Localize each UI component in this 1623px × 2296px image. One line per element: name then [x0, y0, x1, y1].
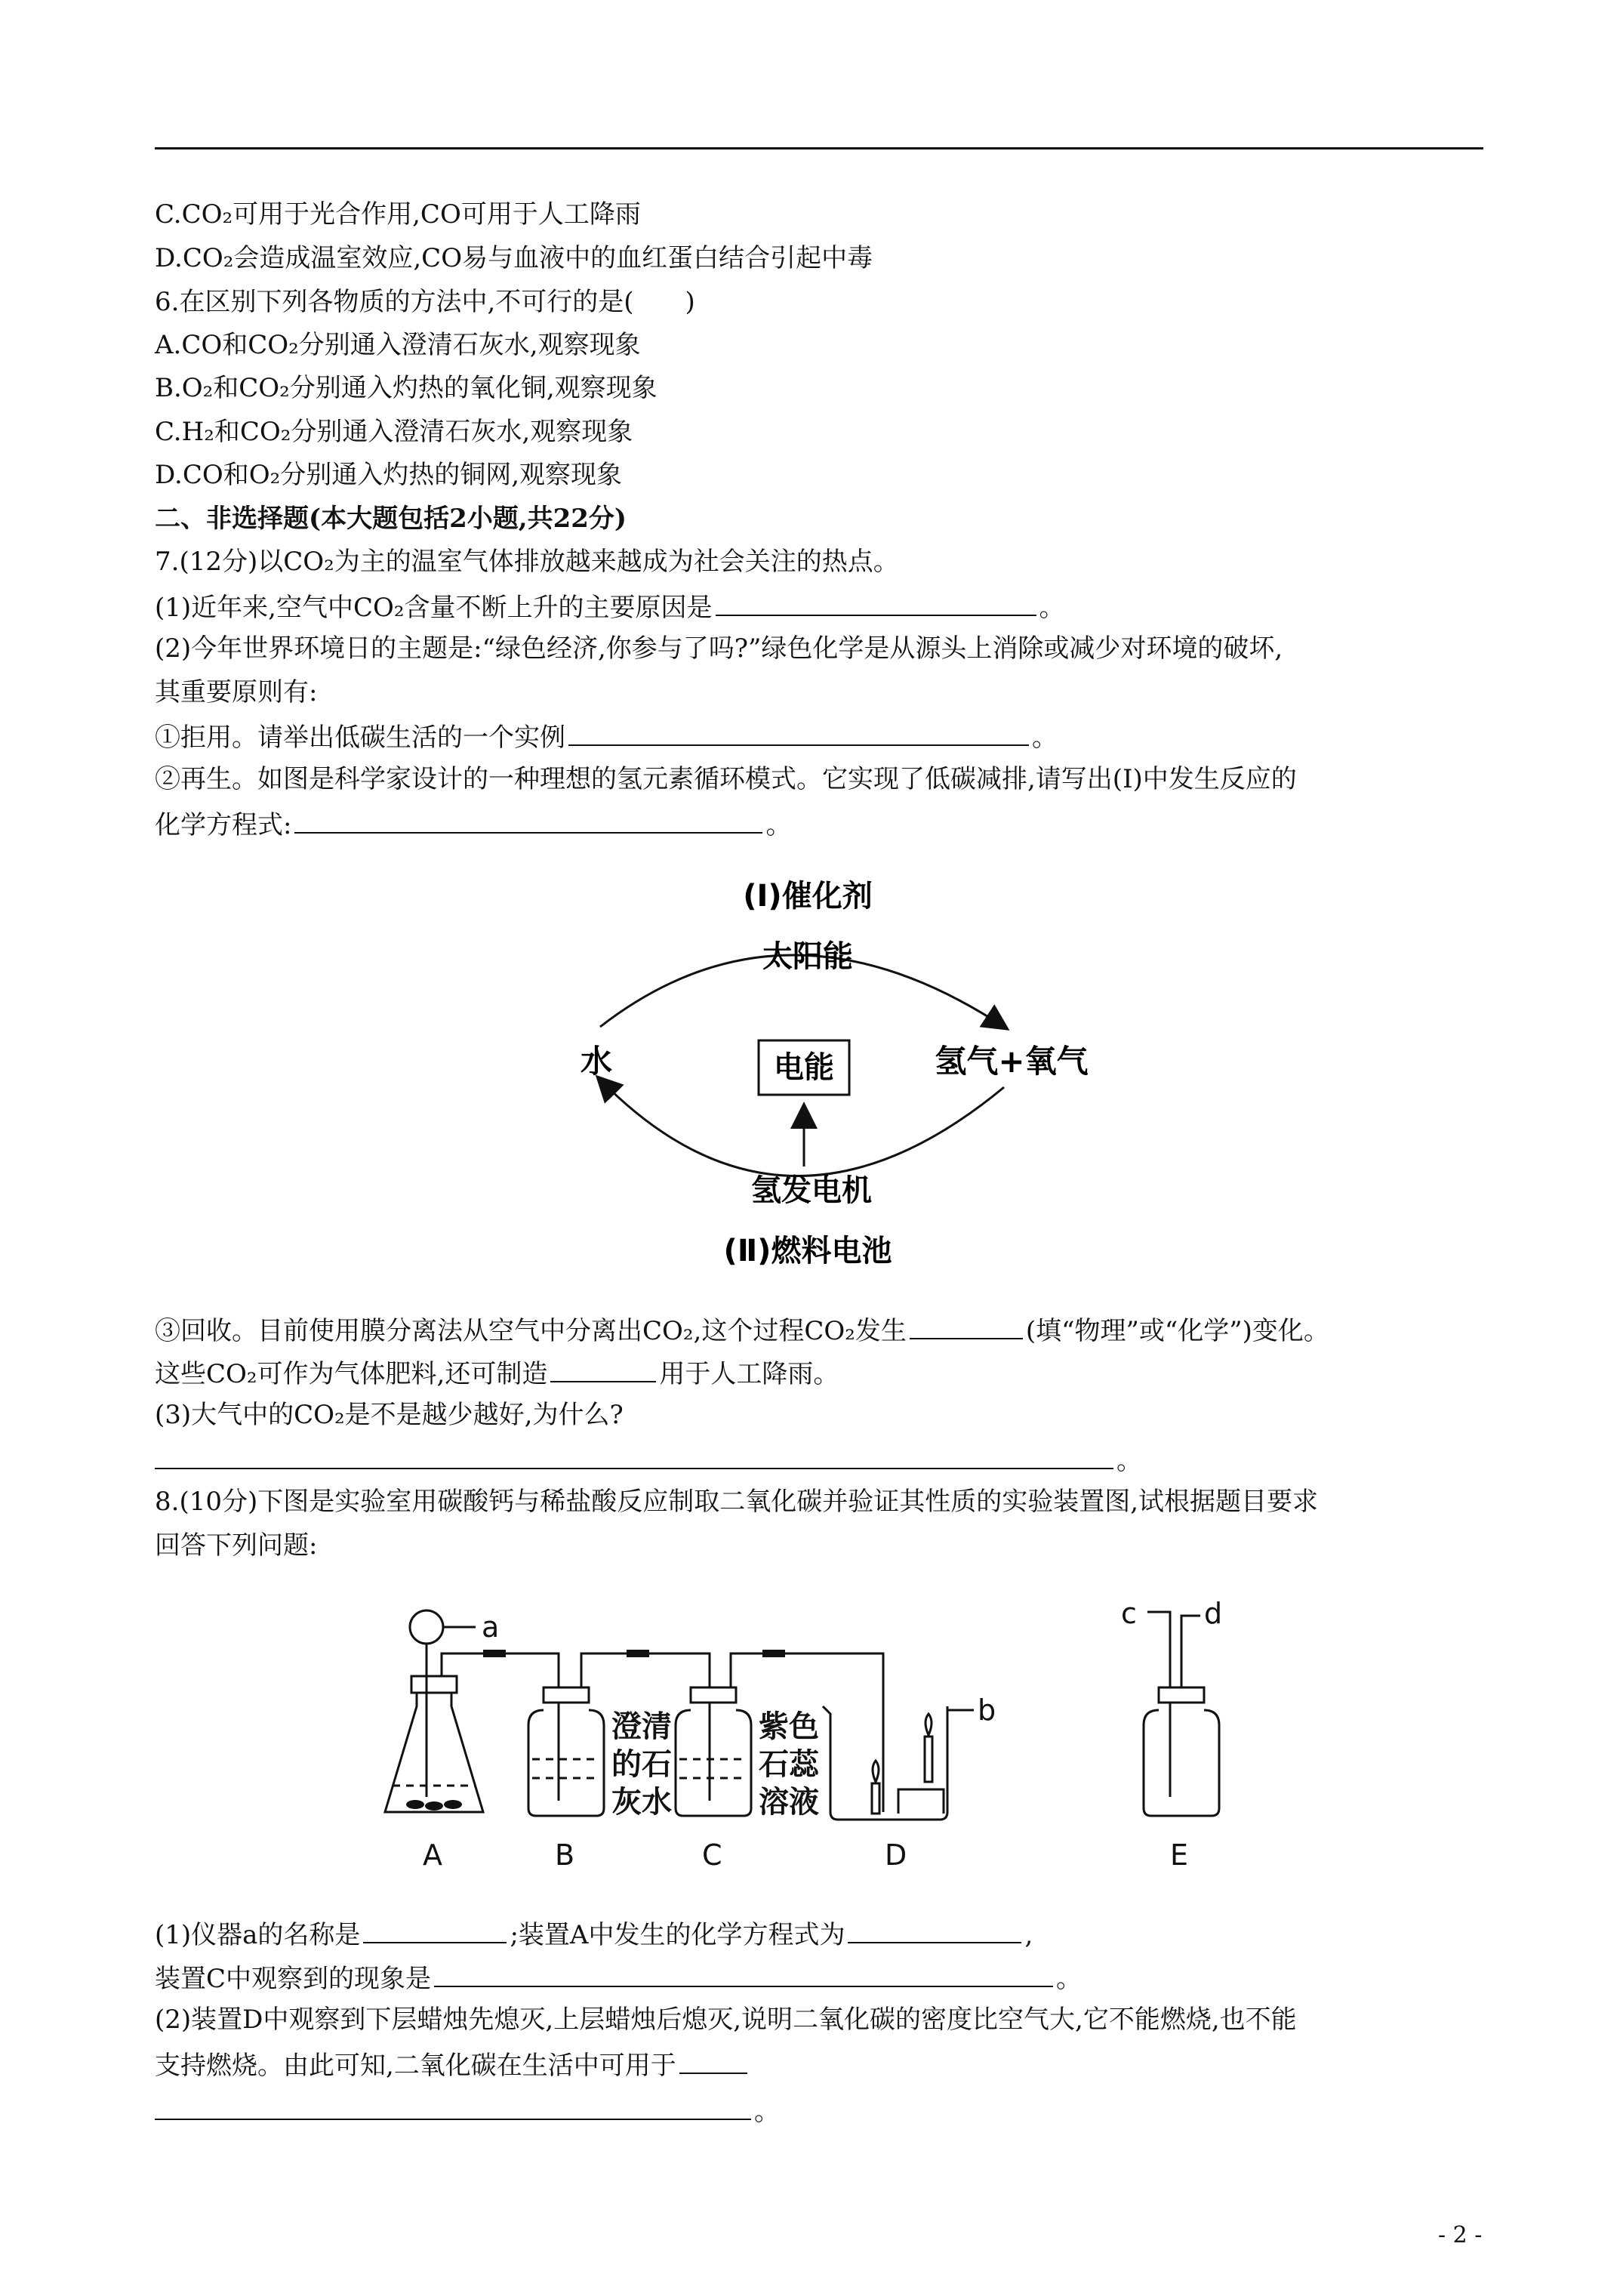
label-A: A [423, 1838, 442, 1872]
lower-candle [872, 1783, 879, 1814]
q7-recover-cont [155, 1355, 839, 1391]
rubber-joint [627, 1650, 649, 1657]
page-number: - 2 - [1438, 2222, 1483, 2248]
rubber-joint [762, 1650, 785, 1657]
label-c: c [1121, 1597, 1137, 1630]
candle-stand [898, 1789, 944, 1814]
calcium-carbonate [406, 1800, 424, 1809]
upper-flame-icon [925, 1714, 932, 1735]
q7-regen-equation-end: 。 [765, 810, 792, 840]
q7-part-1 [155, 589, 1065, 624]
q8-part-1-text: (1)仪器a的名称是 [155, 1920, 361, 1950]
water-label: 水 [580, 1043, 613, 1080]
q7-recover [155, 1312, 1329, 1348]
bottle-e-tube-c [1147, 1612, 1170, 1631]
q8-part-2-cont-text: 支持燃烧。由此可知,二氧化碳在生活中可用于 [155, 2051, 676, 2081]
q8-part-1-cont-text: 装置C中观察到的现象是 [155, 1964, 432, 1994]
option-d: D.CO₂会造成温室效应,CO易与血液中的血红蛋白结合引起中毒 [155, 243, 873, 273]
bottle-c [676, 1710, 751, 1816]
solar-label: 太阳能 [762, 939, 853, 974]
fuel-cell-label: (Ⅱ)燃料电池 [723, 1234, 892, 1268]
q8-part-2-end: 。 [754, 2097, 780, 2127]
label-D: D [885, 1838, 907, 1872]
answer-blank[interactable] [155, 1442, 1113, 1469]
q6-option-d: D.CO和O₂分别通入灼热的铜网,观察现象 [155, 460, 623, 490]
question-8: 8.(10分)下图是实验室用碳酸钙与稀盐酸反应制取二氧化碳并验证其性质的实验装置图,试根据题目要求 [155, 1487, 1319, 1517]
answer-blank[interactable] [716, 589, 1036, 616]
calcium-carbonate [444, 1800, 462, 1809]
q7-part-3: (3)大气中的CO₂是不是越少越好,为什么? [155, 1400, 624, 1430]
q7-part-1-end: 。 [1039, 593, 1065, 623]
q6-option-a: A.CO和CO₂分别通入澄清石灰水,观察现象 [155, 330, 641, 360]
upper-candle [925, 1737, 932, 1782]
q7-refuse-text: ①拒用。请举出低碳生活的一个实例 [155, 723, 565, 753]
rubber-joint [483, 1650, 506, 1657]
litmus-label: 石蕊 [759, 1747, 819, 1782]
tube-b-c [581, 1653, 710, 1687]
q8-part-2-answer [155, 2093, 780, 2128]
q8-part-1 [155, 1916, 1033, 1952]
apparatus-diagram [370, 1586, 1276, 1888]
q8-part-1-cont-end: 。 [1056, 1964, 1083, 1994]
answer-blank[interactable] [550, 1355, 656, 1382]
flask-stopper [411, 1676, 457, 1693]
answer-blank[interactable] [434, 1960, 1053, 1987]
q7-recover-text: ③回收。目前使用膜分离法从空气中分离出CO₂,这个过程CO₂发生 [155, 1316, 907, 1346]
limewater-label: 澄清 [611, 1709, 672, 1744]
answer-blank[interactable] [155, 2093, 751, 2120]
answer-blank[interactable] [294, 806, 762, 834]
option-c: C.CO₂可用于光合作用,CO可用于人工降雨 [155, 199, 641, 230]
label-B: B [555, 1838, 575, 1872]
q7-part-2: (2)今年世界环境日的主题是:“绿色经济,你参与了吗?”绿色化学是从源头上消除或减少对环境的破坏, [155, 633, 1283, 664]
bottle-c-stopper [691, 1687, 736, 1703]
separatory-funnel [410, 1610, 443, 1644]
q7-recover-cont-end: 用于人工降雨。 [659, 1359, 839, 1389]
q7-part-1-text: (1)近年来,空气中CO₂含量不断上升的主要原因是 [155, 593, 713, 623]
litmus-label: 紫色 [759, 1709, 819, 1744]
bottle-b [528, 1710, 604, 1816]
q8-part-2-cont [155, 2047, 750, 2082]
erlenmeyer-flask [385, 1693, 483, 1812]
q7-refuse-end: 。 [1032, 723, 1058, 753]
q8-part-2: (2)装置D中观察到下层蜡烛先熄灭,上层蜡烛后熄灭,说明二氧化碳的密度比空气大,它不能燃烧,也不能 [155, 2005, 1297, 2035]
q8-part-1-cont [155, 1960, 1082, 1996]
label-b: b [978, 1693, 996, 1727]
question-7: 7.(12分)以CO₂为主的温室气体排放越来越成为社会关注的热点。 [155, 547, 899, 577]
header-rule [155, 147, 1483, 149]
label-a: a [482, 1610, 500, 1644]
q7-refuse [155, 719, 1058, 754]
q7-part-3-end: 。 [1116, 1446, 1142, 1476]
lower-flame-icon [873, 1761, 879, 1782]
answer-blank[interactable] [679, 2047, 747, 2074]
q7-recover-cont-text: 这些CO₂可作为气体肥料,还可制造 [155, 1359, 548, 1389]
question-6: 6.在区别下列各物质的方法中,不可行的是( ) [155, 287, 695, 317]
beaker-d [823, 1706, 947, 1820]
q6-option-c: C.H₂和CO₂分别通入澄清石灰水,观察现象 [155, 417, 633, 447]
q7-regen: ②再生。如图是科学家设计的一种理想的氢元素循环模式。它实现了低碳减排,请写出(Ⅰ)中发生反应的 [155, 764, 1297, 794]
label-d: d [1204, 1597, 1223, 1630]
bottle-e-stopper [1159, 1687, 1204, 1703]
answer-blank[interactable] [848, 1916, 1021, 1943]
calcium-carbonate [425, 1801, 443, 1811]
q7-part-3-answer [155, 1442, 1142, 1478]
section-heading: 二、非选择题(本大题包括2小题,共22分) [155, 504, 627, 534]
hydrogen-cycle-diagram [528, 868, 1117, 1276]
q6-option-b: B.O₂和CO₂分别通入灼热的氧化铜,观察现象 [155, 373, 658, 403]
answer-blank[interactable] [910, 1312, 1023, 1339]
q7-regen-equation [155, 806, 791, 842]
limewater-label: 的石 [611, 1747, 672, 1782]
label-E: E [1170, 1838, 1189, 1872]
catalyst-label: (Ⅰ)催化剂 [743, 879, 873, 914]
electric-energy-label: 电能 [774, 1050, 834, 1085]
q7-recover-end: (填“物理”或“化学”)变化。 [1025, 1316, 1329, 1346]
bottle-e [1144, 1710, 1219, 1816]
hydrogen-oxygen-label: 氢气+氧气 [935, 1043, 1089, 1080]
q7-part-2-cont: 其重要原则有: [155, 677, 318, 707]
label-C: C [702, 1838, 722, 1872]
bottle-e-tube-d [1181, 1616, 1200, 1631]
generator-label: 氢发电机 [751, 1173, 872, 1208]
answer-blank[interactable] [568, 719, 1029, 746]
q8-part-1-mid: ;装置A中发生的化学方程式为 [510, 1920, 845, 1950]
tube-a-b [442, 1653, 559, 1687]
q8-part-1-end: , [1024, 1920, 1033, 1950]
answer-blank[interactable] [363, 1916, 507, 1943]
litmus-label: 溶液 [759, 1785, 819, 1820]
q7-regen-equation-text: 化学方程式: [155, 810, 292, 840]
question-8-cont: 回答下列问题: [155, 1530, 318, 1561]
bottle-b-stopper [544, 1687, 589, 1703]
limewater-label: 灰水 [611, 1785, 672, 1820]
